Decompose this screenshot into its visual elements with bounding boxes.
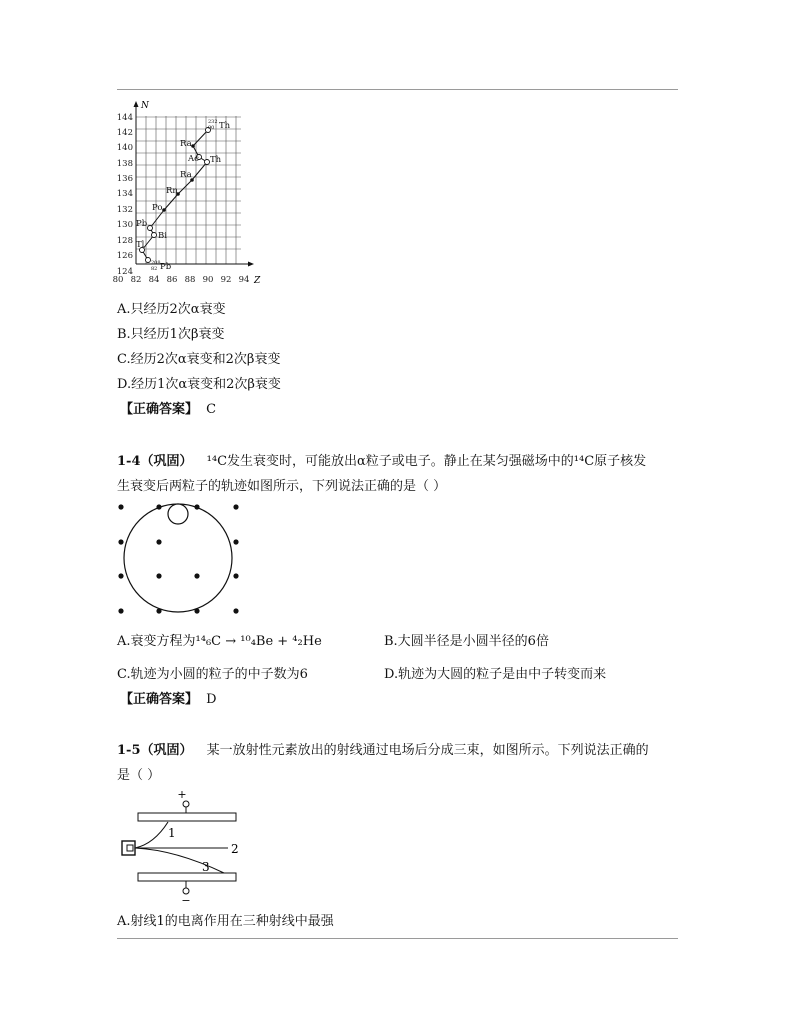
y-axis-label: N [141,101,149,111]
x-tick-label: 84 [148,275,160,285]
y-axis-arrow [134,101,139,107]
nuclide-label-pb208-z: 82 [151,266,158,272]
x-tick-label: 92 [220,275,232,285]
answer-line [120,402,216,418]
option-a-prefix: A.衰变方程为 [117,634,196,649]
option-a: A.只经历2次α衰变 [117,302,226,317]
x-tick-label: 86 [166,275,178,285]
nuclide-label-ra: Ra [180,139,192,149]
top-rule [117,89,678,90]
ray-3-label: 3 [202,860,210,874]
option-b: B.大圆半径是小圆半径的6倍 [384,634,549,649]
y-tick-label: 128 [116,236,133,246]
positive-plate [138,813,236,821]
option-c: C.经历2次α衰变和2次β衰变 [117,352,281,367]
electric-field-ray-diagram [118,788,248,906]
question-1-5-line2: 是（ ） [117,768,161,783]
graph-axes [136,104,250,264]
y-tick-label: 140 [116,143,133,153]
decay-chain-graph [108,98,268,290]
nuclide-label-tl: Tl [136,240,145,250]
y-tick-label: 134 [116,189,133,199]
option-c: C.轨迹为小圆的粒子的中子数为6 [117,667,308,682]
nuclide-label-po: Po [152,203,163,213]
magnetic-field-track-diagram [112,498,246,616]
nuclide-label-pb: Pb [136,219,148,229]
question-text: 某一放射性元素放出的射线通过电场后分成三束，如图所示。下列说法正确的 [206,743,649,758]
x-axis-label: Z [254,276,261,286]
option-d: D.轨迹为大圆的粒子是由中子转变而来 [384,667,607,682]
nuclide-label-ac: Ac [188,154,199,164]
nuclide-label-bi: Bi [158,231,167,241]
nuclide-label-rn: Rn [166,186,178,196]
question-number: 1-5（巩固） [117,743,193,758]
answer-label: 【正确答案】 [120,692,199,707]
nuclide-label-th: Th [210,155,222,165]
y-tick-label: 124 [116,267,133,277]
answer-line [120,692,217,708]
nuclide-label-th232: Th [219,121,231,131]
nuclide-label-th232-mass: 232 [208,119,218,125]
x-tick-label: 82 [130,275,142,285]
question-1-4-line1 [117,454,646,470]
decay-equation: ¹⁴₆C → ¹⁰₄Be + ⁴₂He [195,634,322,649]
small-track-circle [168,504,188,524]
option-a [117,634,322,650]
question-text: ¹⁴C发生衰变时，可能放出α粒子或电子。静止在某匀强磁场中的¹⁴C原子核发 [206,454,647,469]
question-number: 1-4（巩固） [117,454,193,469]
option-b: B.只经历1次β衰变 [117,327,225,342]
answer-value: C [206,402,217,417]
question-1-5-line1 [117,743,649,759]
y-tick-label: 126 [116,251,133,261]
x-axis-arrow [248,262,254,267]
x-tick-label: 88 [184,275,196,285]
plus-terminal [183,801,189,807]
nuclide-label-th232-z: 90 [208,125,215,131]
x-tick-label: 94 [238,275,250,285]
answer-label: 【正确答案】 [120,402,199,417]
plus-terminal-label: + [177,788,187,801]
y-tick-label: 138 [116,159,133,169]
negative-plate [138,873,236,881]
y-tick-label: 132 [116,205,133,215]
y-tick-label: 136 [116,174,133,184]
minus-terminal-label: − [181,894,191,906]
y-tick-label: 130 [116,220,133,230]
nuclide-label-ra: Ra [180,170,192,180]
y-tick-label: 142 [116,128,133,138]
option-a: A.射线1的电离作用在三种射线中最强 [117,914,334,929]
x-tick-label: 90 [202,275,214,285]
y-tick-label: 144 [116,113,133,123]
option-d: D.经历1次α衰变和2次β衰变 [117,377,281,392]
nuclide-label-pb208-mass: 208 [151,260,161,266]
ray-3-path [135,848,224,873]
ray-1-path [135,822,168,848]
ray-1-label: 1 [168,826,176,840]
x-tick-label: 80 [112,275,124,285]
answer-value: D [206,692,217,707]
ray-2-label: 2 [231,842,239,856]
nuclide-label-pb208: Pb [160,262,172,272]
bottom-rule [117,938,678,939]
question-1-4-line2: 生衰变后两粒子的轨迹如图所示，下列说法正确的是（ ） [117,479,447,494]
